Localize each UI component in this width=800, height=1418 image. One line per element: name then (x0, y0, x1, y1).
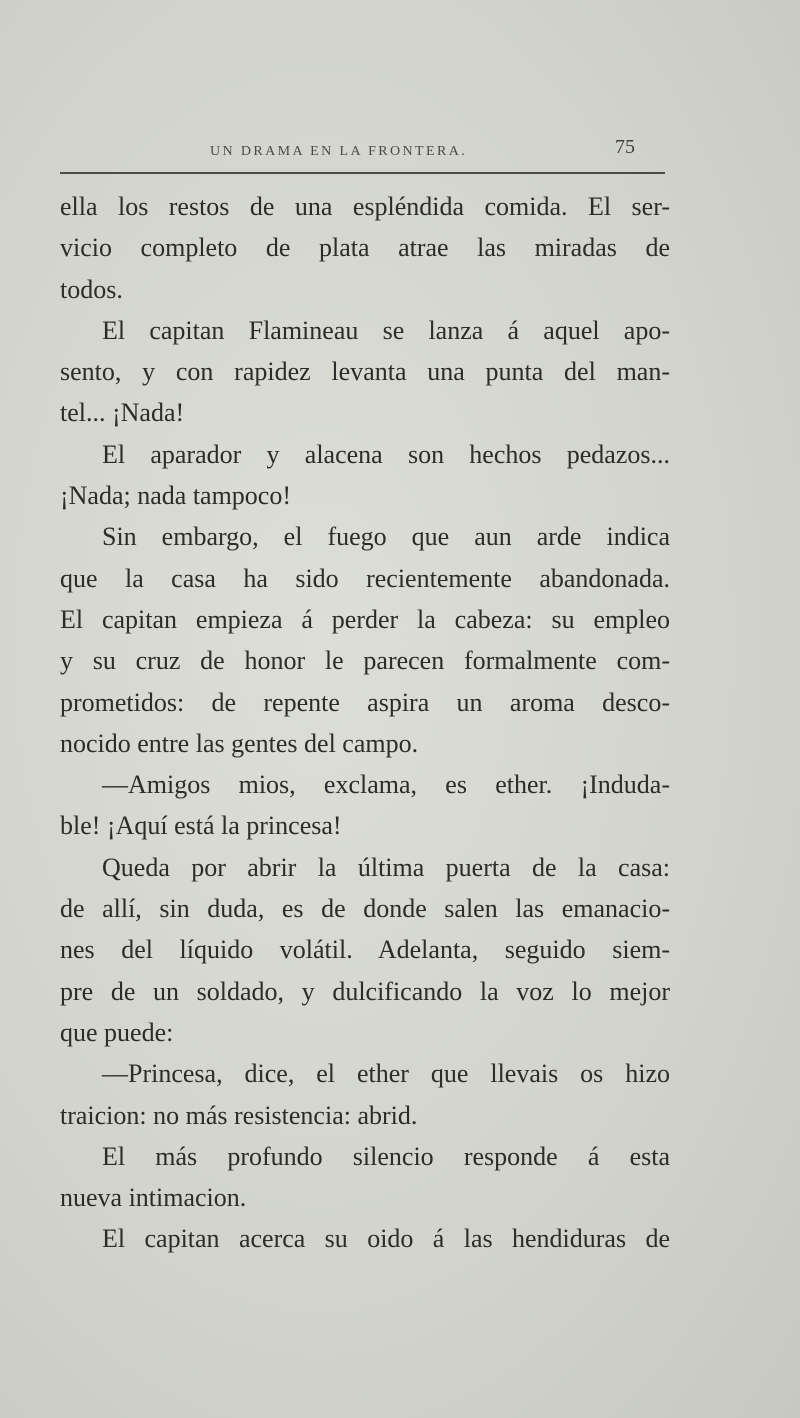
text-line: ¡Nada; nada tampoco! (60, 481, 292, 511)
running-title: UN DRAMA EN LA FRONTERA. (210, 144, 468, 159)
text-line: traicion: no más resistencia: abrid. (60, 1100, 418, 1130)
text-line: El aparador y alacena son hechos pedazos... (102, 439, 670, 469)
text-line: El capitan Flamineau se lanza á aquel apo- (102, 315, 670, 345)
text-line: todos. (60, 274, 123, 304)
text-line: nueva intimacion. (60, 1183, 247, 1213)
text-line: prometidos: de repente aspira un aroma desco- (60, 687, 670, 717)
text-line: ella los restos de una espléndida comida. El ser- (60, 192, 670, 221)
text-line: que puede: (60, 1017, 174, 1047)
text-line: que la casa ha sido recientemente abandonada. (60, 563, 670, 593)
header-rule (60, 172, 665, 174)
body-text (60, 186, 670, 1260)
text-line: El capitan acerca su oido á las hendiduras de (102, 1224, 670, 1254)
page-number: 75 (615, 136, 635, 158)
text-line: —Princesa, dice, el ether que llevais os hizo (102, 1059, 670, 1089)
running-head (60, 136, 670, 166)
text-line: El más profundo silencio responde á esta (102, 1141, 670, 1171)
text-line: —Amigos mios, exclama, es ether. ¡Induda- (102, 770, 670, 800)
text-line: ble! ¡Aquí está la princesa! (60, 811, 342, 841)
text-line: Sin embargo, el fuego que aun arde indica (102, 522, 670, 552)
text-line: sento, y con rapidez levanta una punta del man- (60, 357, 670, 387)
text-line: vicio completo de plata atrae las miradas de (60, 233, 670, 263)
text-line: nocido entre las gentes del campo. (60, 728, 419, 758)
text-line: nes del líquido volátil. Adelanta, seguido siem- (60, 935, 670, 965)
text-line: de allí, sin duda, es de donde salen las emanacio- (60, 894, 670, 924)
text-line: Queda por abrir la última puerta de la casa: (102, 852, 670, 882)
text-line: tel... ¡Nada! (60, 398, 185, 428)
text-line: El capitan empieza á perder la cabeza: su empleo (60, 604, 670, 634)
text-line: y su cruz de honor le parecen formalmente com- (60, 646, 670, 676)
text-line: pre de un soldado, y dulcificando la voz lo mejor (60, 976, 670, 1006)
